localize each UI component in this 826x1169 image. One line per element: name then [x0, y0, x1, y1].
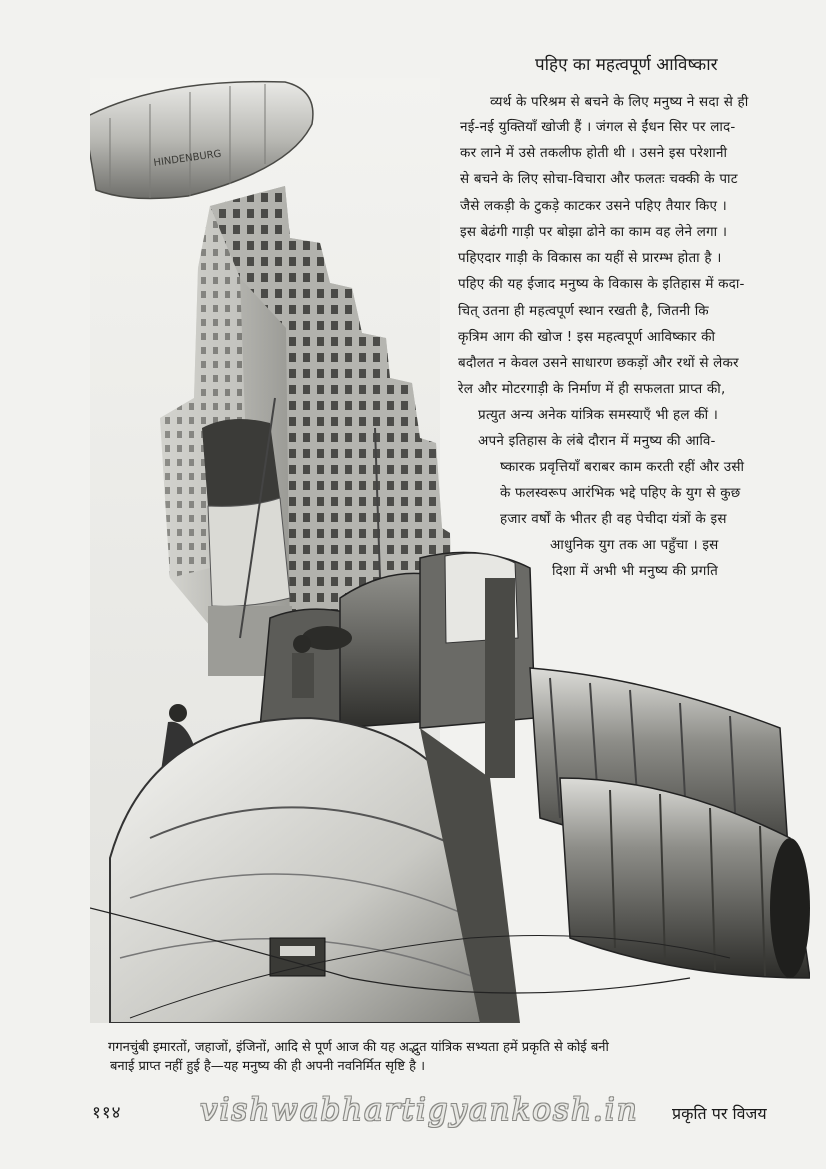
turbine-dome	[110, 718, 520, 1023]
body-line: बदौलत न केवल उसने साधारण छकड़ों और रथों से लेकर	[458, 355, 739, 371]
body-line: हजार वर्षों के भीतर ही वह पेचीदा यंत्रों के इस	[500, 511, 727, 527]
running-footer-title: प्रकृति पर विजय	[672, 1104, 767, 1123]
body-line: कृत्रिम आग की खोज ! इस महत्वपूर्ण आविष्कार की	[458, 329, 716, 345]
body-line: रेल और मोटरगाड़ी के निर्माण में ही सफलता प्राप्त की,	[458, 381, 726, 397]
body-line: ष्कारक प्रवृत्तियाँ बराबर काम करती रहीं और उसी	[500, 459, 745, 475]
airship-label: HINDENBURG	[152, 148, 223, 169]
large-pipes	[530, 668, 810, 978]
body-line: व्यर्थ के परिश्रम से बचने के लिए मनुष्य ने सदा से ही	[490, 94, 749, 110]
photo-caption	[108, 1038, 798, 1076]
body-line: नई-नई युक्तियाँ खोजी हैं । जंगल से ईंधन सिर पर लाद-	[460, 119, 736, 135]
body-line: पहिए की यह ईजाद मनुष्य के विकास के इतिहास में कदा-	[458, 276, 745, 292]
body-line: जैसे लकड़ी के टुकड़े काटकर उसने पहिए तैयार किए ।	[460, 198, 727, 214]
body-line: पहिएदार गाड़ी के विकास का यहीं से प्रारम्भ होता है ।	[458, 250, 722, 266]
body-line: कर लाने में उसे तकलीफ होती थी । उसने इस परेशानी	[460, 145, 728, 161]
caption-line-2: बनाई प्राप्त नहीं हुई है—यह मनुष्य की ही अपनी नवनिर्मित सृष्टि है ।	[110, 1059, 426, 1074]
page-header-title: पहिए का महत्वपूर्ण आविष्कार	[535, 55, 718, 75]
body-line: अपने इतिहास के लंबे दौरान में मनुष्य की आवि-	[478, 433, 716, 449]
page-number: ११४	[92, 1103, 122, 1123]
body-line: के फलस्वरूप आरंभिक भद्दे पहिए के युग से कुछ	[500, 485, 741, 501]
body-line: से बचने के लिए सोचा-विचारा और फलतः चक्की के पाट	[460, 171, 738, 187]
body-line: इस बेढंगी गाड़ी पर बोझा ढोने का काम वह लेने लगा ।	[460, 224, 728, 240]
body-line: आधुनिक युग तक आ पहुँचा । इस	[550, 537, 719, 553]
caption-line-1: गगनचुंबी इमारतों, जहाजों, इंजिनों, आदि से पूर्ण आज की यह अद्भुत यांत्रिक सभ्यता हमें प्रकृति से कोई बनी	[108, 1040, 609, 1055]
body-line: प्रत्युत अन्य अनेक यांत्रिक समस्याएँ भी हल कीं ।	[478, 407, 719, 423]
body-line: दिशा में अभी भी मनुष्य की प्रगति	[552, 563, 718, 579]
site-watermark: vishwabhartigyankosh.in	[200, 1092, 639, 1128]
body-line: चित् उतना ही महत्वपूर्ण स्थान रखती है, जितनी कि	[458, 303, 709, 319]
